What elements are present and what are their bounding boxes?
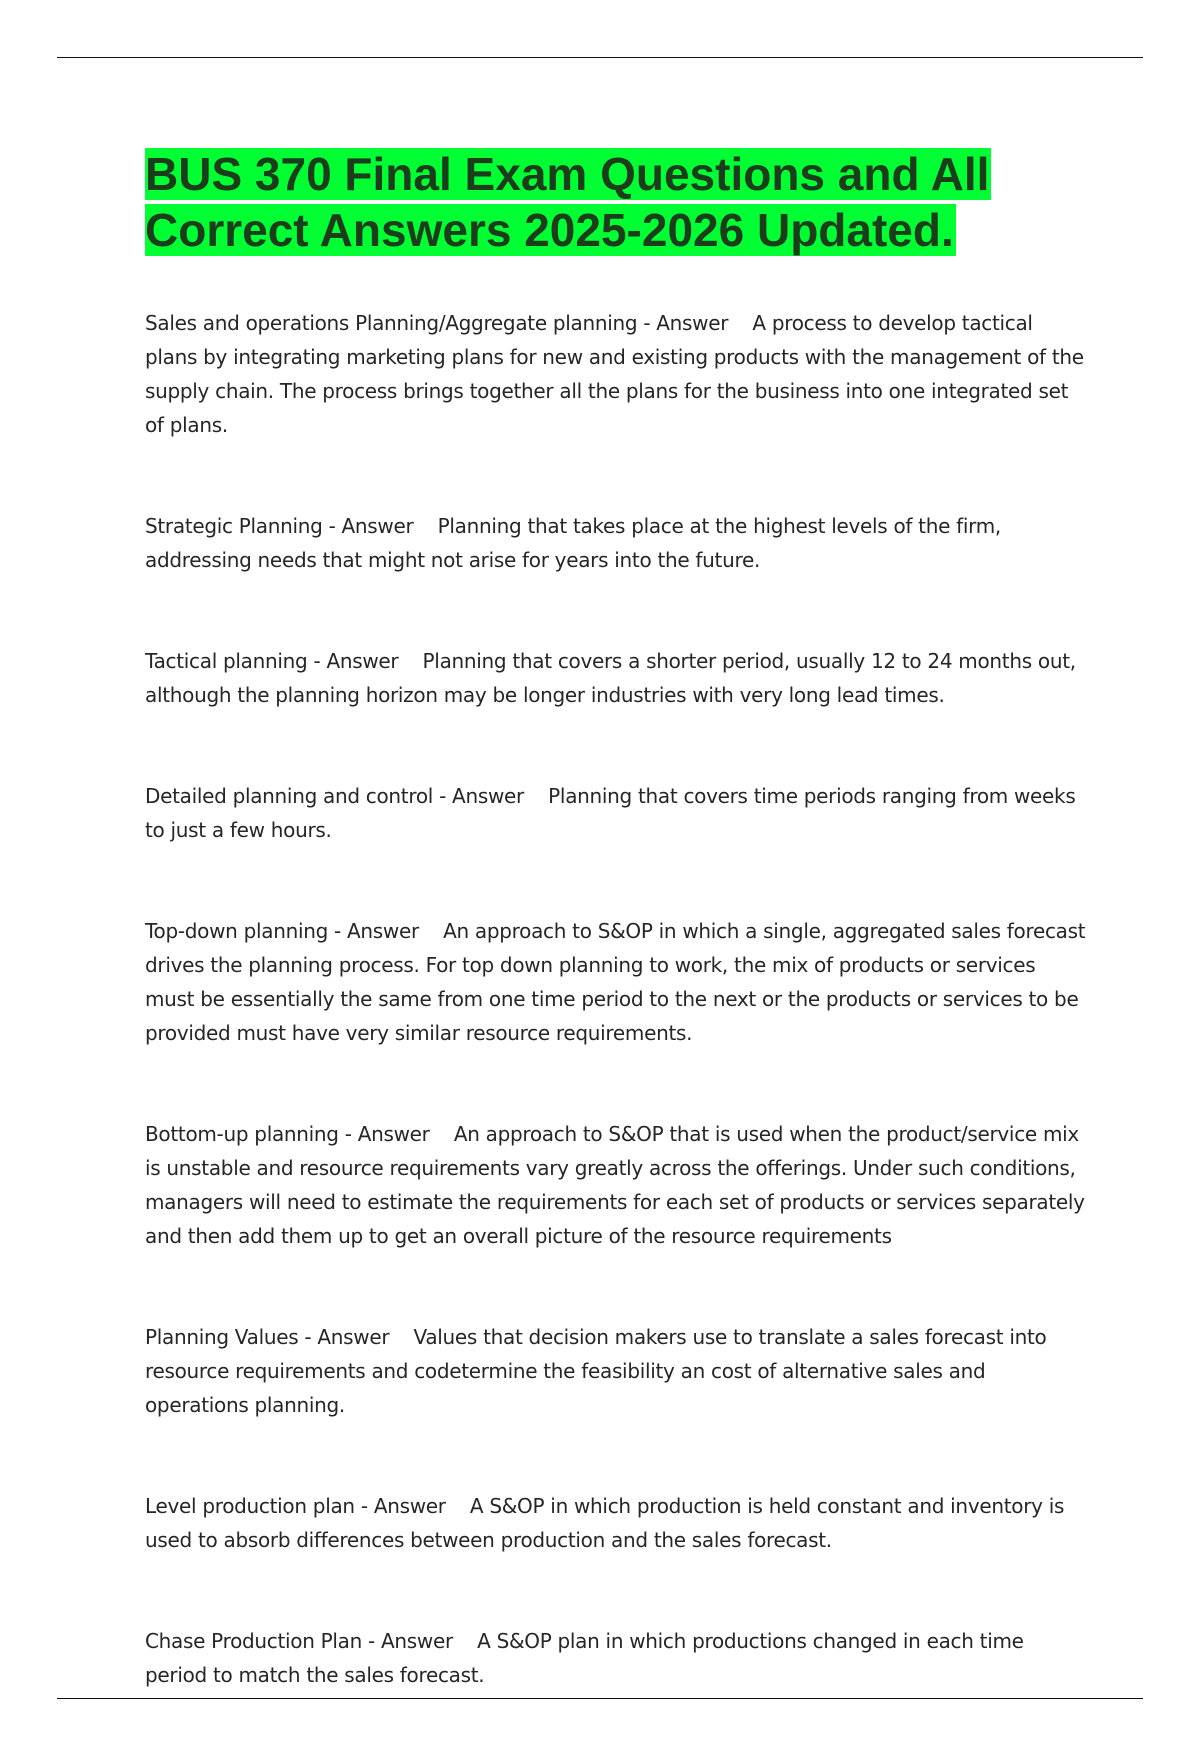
qa-entry — [145, 779, 1090, 847]
qa-definition: An approach to S&OP in which a single, aggregated sales forecast drives the planning process. For top down planning to work, the mix of products or services must be essentially the same from one time period to the next or the products or services to be provided must have very similar resource requirements. — [145, 919, 1086, 1045]
qa-term: Bottom-up planning - Answer — [145, 1122, 430, 1146]
top-divider — [57, 57, 1143, 58]
qa-list — [145, 306, 1090, 1692]
qa-term: Chase Production Plan - Answer — [145, 1629, 453, 1653]
qa-definition: Planning that covers a shorter period, usually 12 to 24 months out, although the planning horizon may be longer industries with very long lead times. — [145, 649, 1076, 707]
bottom-divider — [57, 1698, 1143, 1699]
qa-definition: Values that decision makers use to translate a sales forecast into resource requirements and codetermine the feasibility an cost of alternative sales and operations planning. — [145, 1325, 1047, 1417]
document-title — [145, 146, 1090, 258]
qa-definition: A S&OP plan in which productions changed in each time period to match the sales forecast. — [145, 1629, 1024, 1687]
qa-definition: A S&OP in which production is held constant and inventory is used to absorb differences between production and the sales forecast. — [145, 1494, 1065, 1552]
qa-term: Tactical planning - Answer — [145, 649, 399, 673]
qa-term: Planning Values - Answer — [145, 1325, 390, 1349]
qa-entry — [145, 644, 1090, 712]
title-line-2: Correct Answers 2025-2026 Updated. — [145, 204, 954, 256]
qa-entry — [145, 1320, 1090, 1422]
qa-entry — [145, 306, 1090, 442]
qa-definition: Planning that covers time periods ranging from weeks to just a few hours. — [145, 784, 1076, 842]
title-line-1: BUS 370 Final Exam Questions and All — [145, 148, 990, 200]
qa-term: Sales and operations Planning/Aggregate planning - Answer — [145, 311, 729, 335]
qa-definition: Planning that takes place at the highest levels of the firm, addressing needs that might not arise for years into the future. — [145, 514, 1001, 572]
title-highlight — [145, 148, 991, 256]
qa-entry — [145, 914, 1090, 1050]
qa-entry — [145, 509, 1090, 577]
qa-entry — [145, 1489, 1090, 1557]
qa-term: Strategic Planning - Answer — [145, 514, 414, 538]
qa-term: Top-down planning - Answer — [145, 919, 419, 943]
qa-term: Detailed planning and control - Answer — [145, 784, 524, 808]
qa-definition: A process to develop tactical plans by integrating marketing plans for new and existing products with the management of the supply chain. The process brings together all the plans for the business into one integrated set of plans. — [145, 311, 1084, 437]
qa-entry — [145, 1117, 1090, 1253]
document-body — [145, 146, 1090, 1759]
qa-definition: An approach to S&OP that is used when the product/service mix is unstable and resource requirements vary greatly across the offerings. Under such conditions, managers will need to estimate the requirements for each set of products or services separately and then add them up to get an overall picture of the resource requirements — [145, 1122, 1085, 1248]
qa-entry — [145, 1624, 1090, 1692]
qa-term: Level production plan - Answer — [145, 1494, 446, 1518]
